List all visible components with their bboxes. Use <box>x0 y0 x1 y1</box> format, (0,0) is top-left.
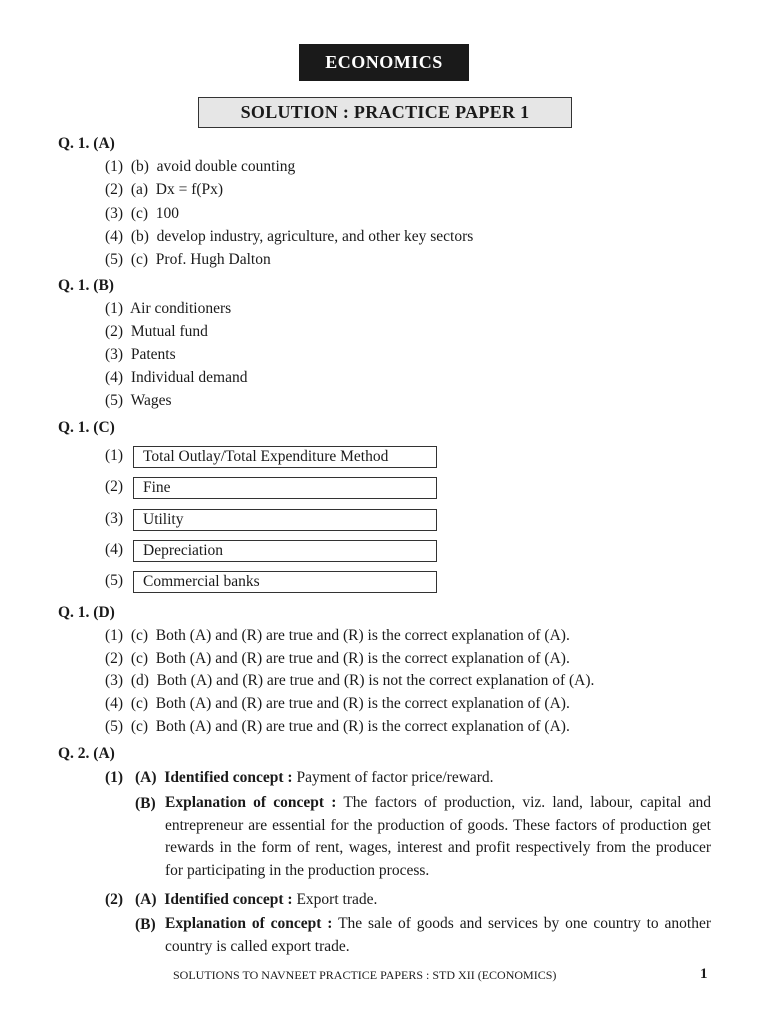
q1b-item-1: (1) Air conditioners <box>105 300 232 317</box>
q1c-answer-box-3: Utility <box>133 509 437 531</box>
q2a-heading: Q. 2. (A) <box>58 745 115 762</box>
q1a-item-3: (3) (c) 100 <box>105 205 180 222</box>
q1c-num-2: (2) <box>105 478 124 495</box>
q2a-item-2-concept: (A) Identified concept : Export trade. <box>135 891 378 908</box>
q1c-answer-box-1: Total Outlay/Total Expenditure Method <box>133 446 437 468</box>
q1d-item-2: (2) (c) Both (A) and (R) are true and (R) is the correct explanation of (A). <box>105 650 570 667</box>
q1b-item-3: (3) Patents <box>105 346 176 363</box>
q1a-item-1: (1) (b) avoid double counting <box>105 158 296 175</box>
subject-banner: ECONOMICS <box>299 44 469 81</box>
q2a-item-1-concept: (A) Identified concept : Payment of factor price/reward. <box>135 769 494 786</box>
q1c-num-5: (5) <box>105 572 124 589</box>
q1a-item-5: (5) (c) Prof. Hugh Dalton <box>105 251 271 268</box>
q1b-item-2: (2) Mutual fund <box>105 323 208 340</box>
q1d-item-4: (4) (c) Both (A) and (R) are true and (R) is the correct explanation of (A). <box>105 695 570 712</box>
q1d-item-5: (5) (c) Both (A) and (R) are true and (R) is the correct explanation of (A). <box>105 718 570 735</box>
q2a-item-2-num: (2) <box>105 891 124 908</box>
q1c-answer-box-4: Depreciation <box>133 540 437 562</box>
q1d-item-1: (1) (c) Both (A) and (R) are true and (R) is the correct explanation of (A). <box>105 627 570 644</box>
page-number: 1 <box>700 966 708 982</box>
q1d-heading: Q. 1. (D) <box>58 604 115 621</box>
page-title: SOLUTION : PRACTICE PAPER 1 <box>198 97 572 128</box>
q1a-heading: Q. 1. (A) <box>58 135 115 152</box>
q1b-heading: Q. 1. (B) <box>58 277 114 294</box>
q2a-item-1-explanation: Explanation of concept : The factors of production, viz. land, labour, capital and entrepreneur are essential for the production of goods. These factors of production get rewards in the form of rent, wages, interest and profit respectively from the producer for participating in the production process. <box>165 794 711 879</box>
q1b-item-5: (5) Wages <box>105 392 172 409</box>
q1c-num-1: (1) <box>105 447 124 464</box>
q1b-item-4: (4) Individual demand <box>105 369 248 386</box>
q1a-item-4: (4) (b) develop industry, agriculture, and other key sectors <box>105 228 474 245</box>
q2a-item-1-num: (1) <box>105 769 124 786</box>
q2a-item-1-b-label: (B) <box>135 795 156 812</box>
q2a-item-2-explanation: Explanation of concept : The sale of goods and services by one country to another country is called export trade. <box>165 915 711 955</box>
q1a-item-2: (2) (a) Dx = f(Px) <box>105 181 224 198</box>
q1c-num-3: (3) <box>105 510 124 527</box>
q1c-heading: Q. 1. (C) <box>58 419 115 436</box>
q2a-item-2-b-label: (B) <box>135 916 156 933</box>
q1c-answer-box-2: Fine <box>133 477 437 499</box>
q1c-num-4: (4) <box>105 541 124 558</box>
q1c-answer-box-5: Commercial banks <box>133 571 437 593</box>
footer-text: SOLUTIONS TO NAVNEET PRACTICE PAPERS : STD XII (ECONOMICS) <box>173 968 557 982</box>
q1d-item-3: (3) (d) Both (A) and (R) are true and (R) is not the correct explanation of (A). <box>105 672 595 689</box>
